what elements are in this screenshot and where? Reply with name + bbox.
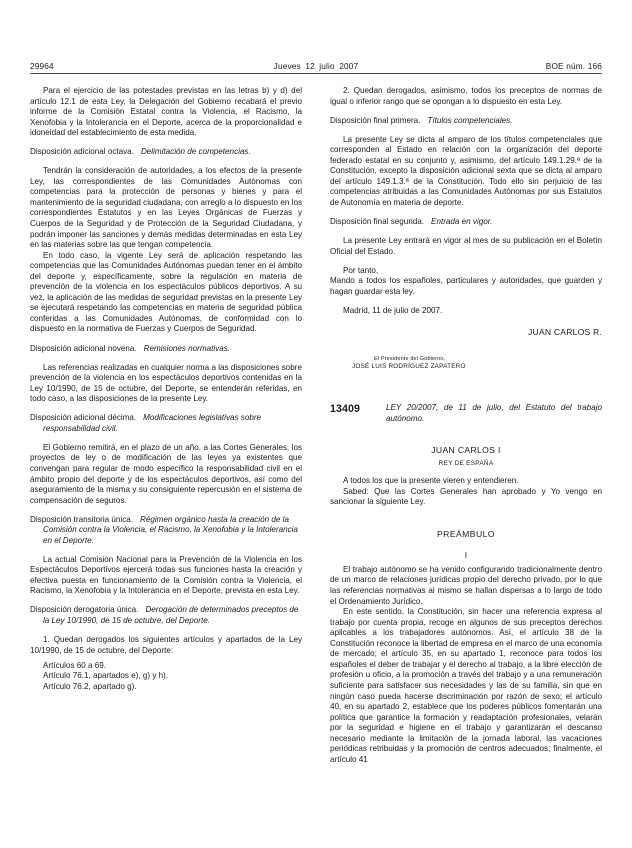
publication-date: Jueves 12 julio 2007 bbox=[273, 61, 359, 71]
paragraph: 1. Quedan derogados los siguientes artículos y apartados de la Ley 10/1990, de 15 de octubre, del Deporte: bbox=[30, 635, 302, 655]
paragraph: Sabed: Que las Cortes Generales han aprobado y Yo vengo en sancionar la siguiente Ley. bbox=[330, 486, 602, 507]
disposition-title: Entrada en vigor. bbox=[431, 216, 493, 226]
disposition-title: Derogación de determinados preceptos de la Ley 10/1990, de 15 de octubre, del Deporte. bbox=[43, 605, 299, 626]
page-folio: 29964 bbox=[30, 61, 54, 71]
paragraph: 2. Quedan derogados, asimismo, todos los preceptos de normas de igual o inferior rango que se opongan a lo dispuesto en esta Ley. bbox=[330, 86, 602, 106]
disposition-label: Disposición final primera. bbox=[330, 115, 421, 125]
paragraph: El trabajo autónomo se ha venido configurando tradicionalmente dentro de un marco de relaciones jurídicas propio del derecho privado, por lo que las referencias normativas al mismo se hallan dispersas a lo largo de todo el Ordenamiento Jurídico. bbox=[330, 564, 602, 606]
disposition-heading bbox=[30, 605, 302, 626]
paragraph: Madrid, 11 de julio de 2007. bbox=[343, 305, 443, 315]
paragraph: A todos los que la presente vieren y entendieren. bbox=[343, 476, 519, 486]
body-columns bbox=[30, 86, 602, 812]
issue-number: BOE núm. 166 bbox=[545, 61, 602, 71]
disposition-label: Disposición adicional novena. bbox=[30, 343, 137, 353]
list-item: Artículo 76.1, apartados e), g) y h). bbox=[43, 671, 169, 681]
king-subtitle: REY DE ESPAÑA bbox=[438, 460, 494, 468]
law-entry-header bbox=[330, 403, 602, 425]
paragraph: En todo caso, la vigente Ley será de aplicación respetando las competencias que las Comunidades Autónomas puedan tener en el ámbito del deporte y, específicamente, sobre la regulación en materia de prevención de la violencia en los espectáculos públicos deportivos. A su vez, la aplicación de las medidas de seguridad previstas en la presente Ley se ejecutará respetando las competencias en materia de seguridad pública conferidas a las Comunidades Autónomas, de conformidad con lo dispuesto en la normativa de Fuerzas y Cuerpos de Seguridad. bbox=[30, 250, 302, 334]
countersignature-block bbox=[330, 356, 602, 370]
disposition-title: Modificaciones legislativas sobre responsabilidad civil. bbox=[43, 413, 262, 433]
disposition-title: Títulos competenciales. bbox=[427, 115, 513, 125]
paragraph: El Gobierno remitirá, en el plazo de un año, a las Cortes Generales, los proyectos de ley o de modificación de las leyes ya existentes que convengan para regular de modo específico la responsabilidad civil en el ámbito propio del deporte y de los espectáculos deportivos, así como del aseguramiento de la misma y su consiguiente repercusión en el sistema de compensación de seguros. bbox=[30, 442, 302, 505]
disposition-title: Delimitación de competencias. bbox=[140, 147, 251, 157]
disposition-title: Remisiones normativas. bbox=[143, 343, 231, 353]
disposition-heading bbox=[30, 344, 302, 355]
disposition-heading bbox=[30, 413, 302, 434]
preamble-title: PREÁMBULO bbox=[436, 528, 495, 539]
countersign-name: JOSÉ LUIS RODRÍGUEZ ZAPATERO bbox=[352, 363, 466, 371]
section-number: I bbox=[464, 550, 468, 560]
disposition-label: Disposición transitoria única. bbox=[30, 514, 134, 524]
disposition-label: Disposición adicional octava. bbox=[30, 147, 134, 157]
running-head bbox=[30, 56, 602, 74]
right-column bbox=[330, 86, 602, 812]
list-item: Artículo 76.2, apartado g). bbox=[43, 681, 137, 691]
countersign-title: El Presidente del Gobierno, bbox=[374, 356, 446, 363]
paragraph: Tendrán la consideración de autoridades, a los efectos de la presente Ley, las correspondientes de las Comunidades Autónomas con competencias para la protección de personas y bienes y para el mantenimiento de la seguridad ciudadana, con arreglo a lo dispuesto en los correspondientes Estatutos y en las Leyes Orgánicas de Fuerzas y Cuerpos de la Seguridad y de Protección de la Seguridad Ciudadana, y podrán imponer las sanciones y demás medidas determinadas en esta Ley en las materias sobre las que tengan competencia. bbox=[30, 166, 302, 250]
paragraph: La presente Ley se dicta al amparo de los títulos competenciales que corresponden al Estado en relación con la organización del deporte federado estatal en su conjunto y, asimismo, del artículo 149.1.29.ª de la Constitución, excepto la disposición adicional sexta que se dicta al amparo del artículo 149.1.3.ª de la Constitución. Todo ello sin perjuicio de las competencias atribuidas a las Comunidades Autónomas por sus Estatutos de Autonomía en materia de deporte. bbox=[330, 134, 602, 207]
paragraph: En este sentido, la Constitución, sin hacer una referencia expresa al trabajo por cuenta propia, recoge en algunos de sus preceptos derechos aplicables a los trabajadores autónomos. Así, el artículo 38 de la Constitución reconoce la libertad de empresa en el marco de una economía de mercado; el artículo 35, en su apartado 1, reconoce para todos los españoles el deber de trabajar y el derecho al trabajo, a la libre elección de profesión u oficio, a la promoción a través del trabajo y a una remuneración suficiente para satisfacer sus necesidades y las de su familia, sin que en ningún caso pueda hacerse discriminación por razón de sexo; el artículo 40, en su apartado 2, establece que los poderes públicos fomentarán una política que garantice la formación y readaptación profesionales, velarán por la seguridad e higiene en el trabajo y garantizarán el descanso necesario mediante la limitación de la jornada laboral, las vacaciones periódicas retribuidas y la promoción de centros adecuados; finalmente, el artículo 41 bbox=[330, 607, 602, 764]
disposition-title: Régimen orgánico hasta la creación de la Comisión contra la Violencia, el Racismo, la Xenofobia y la Intolerancia en el Deporte. bbox=[43, 514, 298, 545]
disposition-label: Disposición final segunda. bbox=[330, 216, 425, 226]
disposition-label: Disposición derogatoria única. bbox=[30, 605, 139, 615]
list-item: Artículos 60 a 69. bbox=[43, 660, 106, 670]
article-list bbox=[30, 661, 302, 693]
paragraph: Por tanto, bbox=[343, 265, 379, 275]
king-heading: JUAN CARLOS I bbox=[431, 445, 501, 456]
left-column bbox=[30, 86, 302, 812]
paragraph: La actual Comisión Nacional para la Prevención de la Violencia en los Espectáculos Deportivos ejercerá todas sus funciones hasta la creación y efectiva puesta en funcionamiento de la Comisión contra la Violencia, el Racismo, la Xenofobia y la Intolerancia en el Deporte, prevista en esta Ley. bbox=[30, 554, 302, 596]
entry-number: 13409 bbox=[330, 403, 360, 416]
disposition-heading bbox=[330, 116, 602, 127]
paragraph: Mando a todos los españoles, particulares y autoridades, que guarden y hagan guardar esta ley. bbox=[330, 276, 602, 296]
paragraph: Las referencias realizadas en cualquier norma a las disposiciones sobre prevención de la violencia en los espectáculos deportivos contenidas en la Ley 10/1990, de 15 de octubre, del Deporte, se entenderán referidas, en todo caso, a las disposiciones de la presente Ley. bbox=[30, 362, 302, 404]
disposition-heading bbox=[30, 515, 302, 547]
entry-title: LEY 20/2007, de 11 de julio, del Estatuto del trabajo autónomo. bbox=[386, 403, 602, 423]
disposition-label: Disposición adicional décima. bbox=[30, 413, 137, 423]
paragraph: Para el ejercicio de las potestades previstas en las letras b) y d) del artículo 12.1 de esta Ley, la Delegación del Gobierno recabará el previo informe de la Comisión Estatal contra la Violencia, el Racismo, la Xenofobia y la Intolerancia en el Deporte, acerca de la proporcionalidad e idoneidad del establecimiento de esta medida. bbox=[30, 86, 302, 138]
disposition-heading bbox=[330, 217, 602, 228]
paragraph: La presente Ley entrará en vigor al mes de su publicación en el Boletín Oficial del Estado. bbox=[330, 236, 602, 256]
royal-signature: JUAN CARLOS R. bbox=[528, 327, 602, 338]
disposition-heading bbox=[30, 147, 302, 158]
